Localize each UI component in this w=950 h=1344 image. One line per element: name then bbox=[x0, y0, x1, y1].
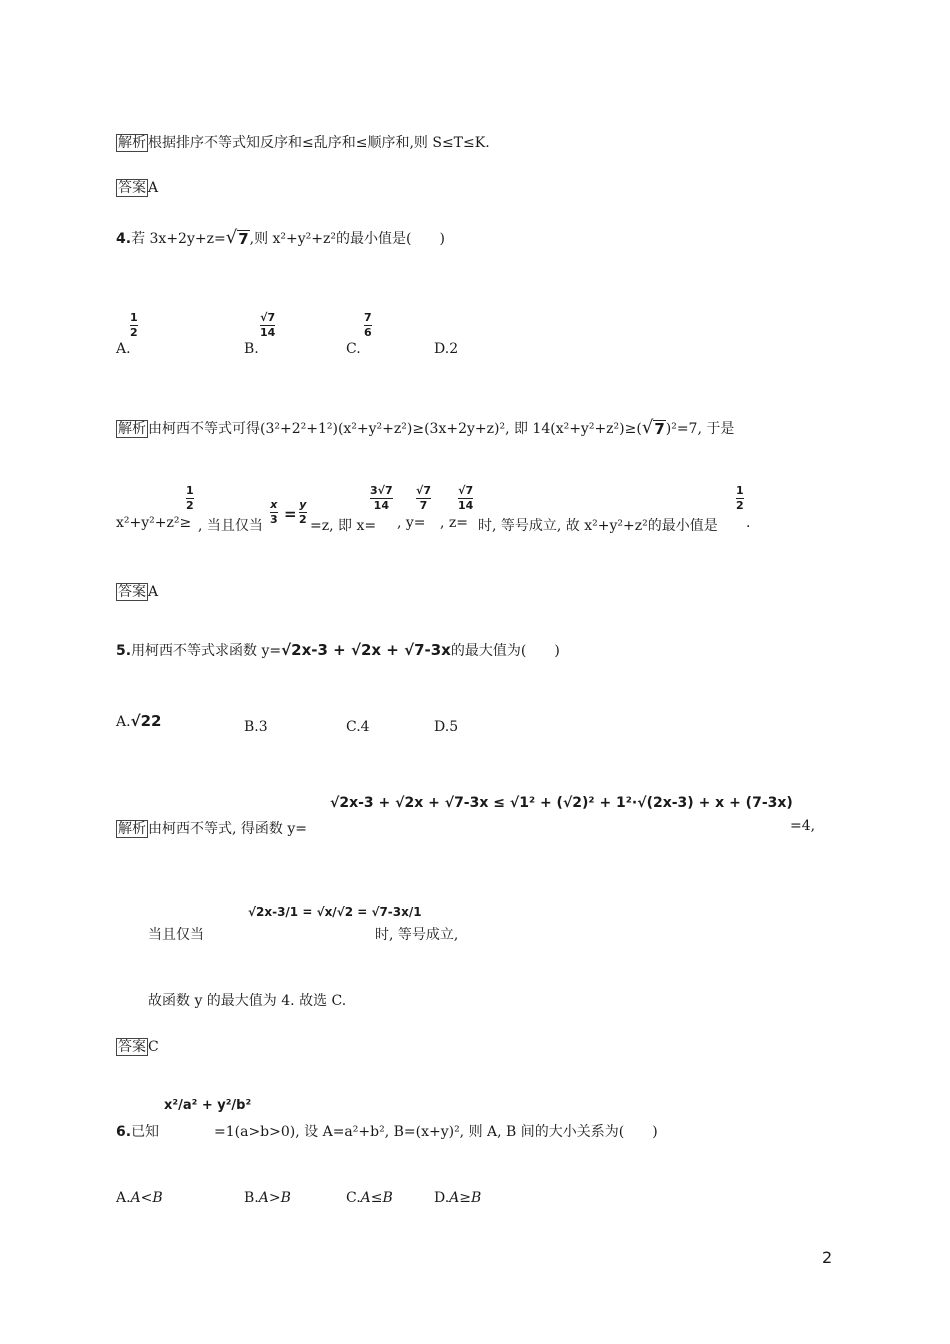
analysis-text: , z= bbox=[440, 515, 469, 531]
option-text: 5 bbox=[449, 719, 459, 735]
q6-stem-expression: x²/a² + y²/b² bbox=[164, 1098, 252, 1113]
q4-answer bbox=[116, 583, 158, 601]
question-number: 4. bbox=[116, 231, 132, 247]
sqrt-expr: √ 7 bbox=[225, 227, 249, 248]
option-label: A. bbox=[116, 1190, 131, 1206]
q5-option-a bbox=[116, 712, 161, 730]
option-text: 2 bbox=[449, 341, 459, 357]
analysis-text: , y= bbox=[397, 515, 426, 531]
q5-analysis-line1 bbox=[116, 818, 307, 838]
analysis-text: )²=7, 于是 bbox=[665, 421, 735, 437]
analysis-tag: 解析 bbox=[118, 821, 146, 837]
option-text: 3 bbox=[258, 719, 268, 735]
fraction-y2: y 2 bbox=[299, 498, 307, 526]
option-label: D. bbox=[434, 1190, 450, 1206]
analysis-text: 由柯西不等式可得(3²+2²+1²)(x²+y²+z²)≥(3x+2y+z)², 即 14(x²+y²+z²)≥( bbox=[148, 421, 642, 437]
fraction-x3: x 3 bbox=[270, 498, 278, 526]
q5-stem bbox=[116, 640, 560, 660]
q4-stem-post: ,则 x²+y²+z²的最小值是( ) bbox=[249, 231, 445, 247]
fraction-half: 1 2 bbox=[186, 484, 194, 512]
analysis-text: 时, 等号成立, 故 x²+y²+z²的最小值是 bbox=[478, 518, 718, 534]
fraction-y-value: √7 7 bbox=[416, 484, 431, 512]
q5-answer bbox=[116, 1038, 159, 1056]
option-label: D. bbox=[434, 341, 450, 357]
option-label: C. bbox=[346, 1190, 361, 1206]
option-label: B. bbox=[244, 1190, 259, 1206]
q5-analysis-expression: √2x-3 + √2x + √7-3x ≤ √1² + (√2)² + 1²·√(2x-3) + x + (7-3x) bbox=[330, 795, 793, 811]
option-label: A. bbox=[116, 714, 131, 730]
answer-tag: 答案 bbox=[118, 584, 146, 600]
analysis-text: , 当且仅当 bbox=[198, 518, 263, 534]
option-text: A>B bbox=[258, 1190, 291, 1206]
option-text: A<B bbox=[130, 1190, 163, 1206]
q3-analysis-text: 根据排序不等式知反序和≤乱序和≤顺序和,则 S≤T≤K. bbox=[148, 135, 490, 151]
q6-stem-start bbox=[116, 1121, 159, 1141]
q5-conclusion: 故函数 y 的最大值为 4. 故选 C. bbox=[148, 993, 347, 1009]
answer-value: A bbox=[148, 584, 159, 600]
analysis-text: . bbox=[746, 515, 751, 531]
equals-sign: = bbox=[284, 505, 297, 523]
q3-answer bbox=[116, 179, 158, 197]
q4-analysis-line1 bbox=[116, 418, 734, 438]
q4-stem-pre: 若 3x+2y+z= bbox=[131, 231, 226, 247]
q5-stem-post: 的最大值为( ) bbox=[450, 643, 560, 659]
option-text: √22 bbox=[130, 712, 162, 730]
q6-stem-post: =1(a>b>0), 设 A=a²+b², B=(x+y)², 则 A, B 间的大小关系为( ) bbox=[214, 1124, 658, 1140]
fraction: √7 14 bbox=[260, 311, 276, 339]
question-number: 6. bbox=[116, 1124, 132, 1140]
q5-condition-expression: √2x-3/1 = √x/√2 = √7-3x/1 bbox=[248, 905, 422, 919]
sqrt-expr: √ 7 bbox=[641, 417, 665, 438]
q5-option-c bbox=[346, 719, 370, 735]
option-label: C. bbox=[346, 341, 361, 357]
answer-value: C bbox=[148, 1039, 159, 1055]
q5-option-d bbox=[434, 719, 458, 735]
q6-option-d bbox=[434, 1190, 481, 1206]
q4-analysis-line2 bbox=[116, 485, 836, 535]
option-text: A≥B bbox=[449, 1190, 482, 1206]
fraction: 1 2 bbox=[130, 311, 138, 339]
q6-option-c bbox=[346, 1190, 393, 1206]
radicand: 7 bbox=[238, 230, 249, 248]
option-label: A. bbox=[116, 341, 131, 357]
fraction: 7 6 bbox=[364, 311, 372, 339]
option-label: B. bbox=[244, 719, 259, 735]
option-text: 4 bbox=[360, 719, 370, 735]
radicand: 7 bbox=[654, 420, 665, 438]
fraction-x-value: 3√7 14 bbox=[370, 484, 393, 512]
q6-option-b bbox=[244, 1190, 291, 1206]
q5-analysis-result: =4, bbox=[790, 818, 816, 834]
question-number: 5. bbox=[116, 643, 132, 659]
q4-stem bbox=[116, 228, 445, 248]
option-label: B. bbox=[244, 341, 259, 357]
answer-tag: 答案 bbox=[118, 1039, 146, 1055]
q5-option-b bbox=[244, 719, 268, 735]
q3-answer-value: A bbox=[148, 180, 159, 196]
fraction-half: 1 2 bbox=[736, 484, 744, 512]
analysis-text: =z, 即 x= bbox=[310, 518, 377, 534]
q5-condition-suffix: 时, 等号成立, bbox=[375, 927, 459, 943]
q5-stem-pre: 用柯西不等式求函数 y= bbox=[131, 643, 282, 659]
option-label: D. bbox=[434, 719, 450, 735]
q5-stem-expression: √2x-3 + √2x + √7-3x bbox=[281, 641, 451, 659]
analysis-text: 由柯西不等式, 得函数 y= bbox=[148, 821, 307, 837]
q5-condition-prefix: 当且仅当 bbox=[148, 927, 204, 943]
q6-option-a bbox=[116, 1190, 163, 1206]
q3-analysis bbox=[116, 132, 490, 152]
analysis-tag: 解析 bbox=[118, 135, 146, 151]
option-label: C. bbox=[346, 719, 361, 735]
analysis-text: x²+y²+z²≥ bbox=[116, 515, 192, 531]
fraction-z-value: √7 14 bbox=[458, 484, 474, 512]
q4-option-d bbox=[434, 341, 458, 357]
option-text: A≤B bbox=[360, 1190, 393, 1206]
answer-tag: 答案 bbox=[118, 180, 146, 196]
page-number: 2 bbox=[822, 1248, 833, 1267]
q6-stem-pre: 已知 bbox=[131, 1124, 160, 1140]
analysis-tag: 解析 bbox=[118, 421, 146, 437]
